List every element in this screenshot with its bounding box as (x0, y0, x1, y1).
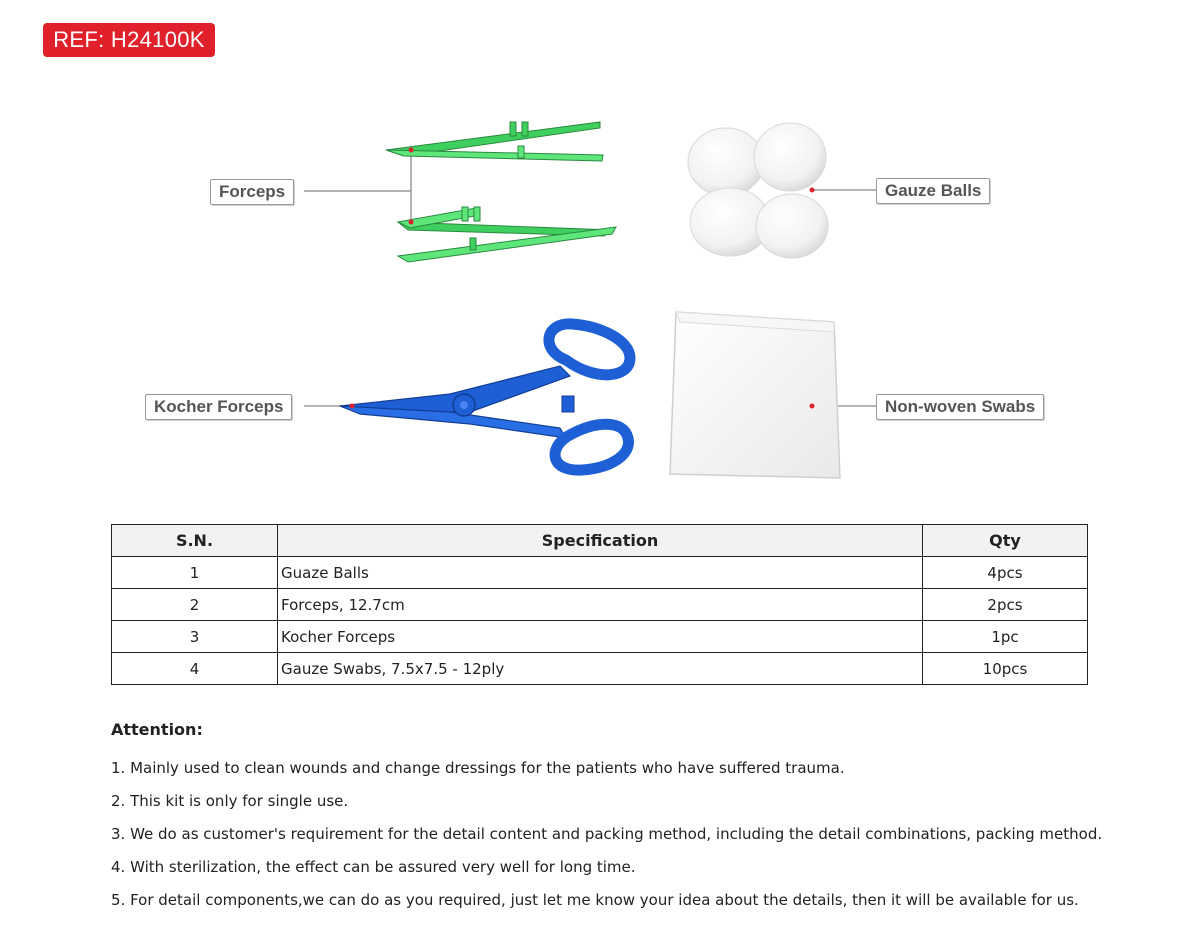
table-row (112, 653, 1088, 685)
ref-badge: REF: H24100K (43, 23, 215, 57)
cell-specification: Forceps, 12.7cm (278, 589, 923, 621)
table-header-row (112, 525, 1088, 557)
table-row (112, 621, 1088, 653)
attention-item: 4. With sterilization, the effect can be assured very well for long time. (111, 858, 636, 876)
table-row (112, 557, 1088, 589)
attention-item: 5. For detail components,we can do as you required, just let me know your idea about the details, then it will be available for us. (111, 891, 1079, 909)
callout-kocher-forceps: Kocher Forceps (145, 394, 292, 420)
attention-list (111, 759, 1102, 924)
header-qty: Qty (923, 525, 1088, 557)
kocher-forceps-icon (340, 324, 630, 470)
callout-gauze-balls: Gauze Balls (876, 178, 990, 204)
gauze-swab-icon (670, 312, 840, 478)
product-components-graphic (0, 60, 1200, 520)
cell-qty: 4pcs (923, 557, 1088, 589)
gauze-ball-icon (688, 123, 828, 258)
cell-sn: 2 (112, 589, 278, 621)
cell-qty: 2pcs (923, 589, 1088, 621)
cell-sn: 1 (112, 557, 278, 589)
attention-item: 3. We do as customer's requirement for the detail content and packing method, including the detail combinations, packing method. (111, 825, 1103, 843)
header-sn: S.N. (112, 525, 278, 557)
table-row (112, 589, 1088, 621)
header-specification: Specification (278, 525, 923, 557)
cell-qty: 10pcs (923, 653, 1088, 685)
cell-specification: Kocher Forceps (278, 621, 923, 653)
specification-table (111, 524, 1088, 685)
product-illustration (0, 60, 1200, 520)
plastic-forceps-icon (386, 122, 616, 262)
callout-forceps: Forceps (210, 179, 294, 205)
cell-specification: Guaze Balls (278, 557, 923, 589)
callout-non-woven-swabs: Non-woven Swabs (876, 394, 1044, 420)
cell-specification: Gauze Swabs, 7.5x7.5 - 12ply (278, 653, 923, 685)
attention-heading: Attention: (111, 720, 203, 739)
cell-sn: 3 (112, 621, 278, 653)
attention-item: 1. Mainly used to clean wounds and change dressings for the patients who have suffered trauma. (111, 759, 845, 777)
cell-sn: 4 (112, 653, 278, 685)
cell-qty: 1pc (923, 621, 1088, 653)
attention-item: 2. This kit is only for single use. (111, 792, 349, 810)
